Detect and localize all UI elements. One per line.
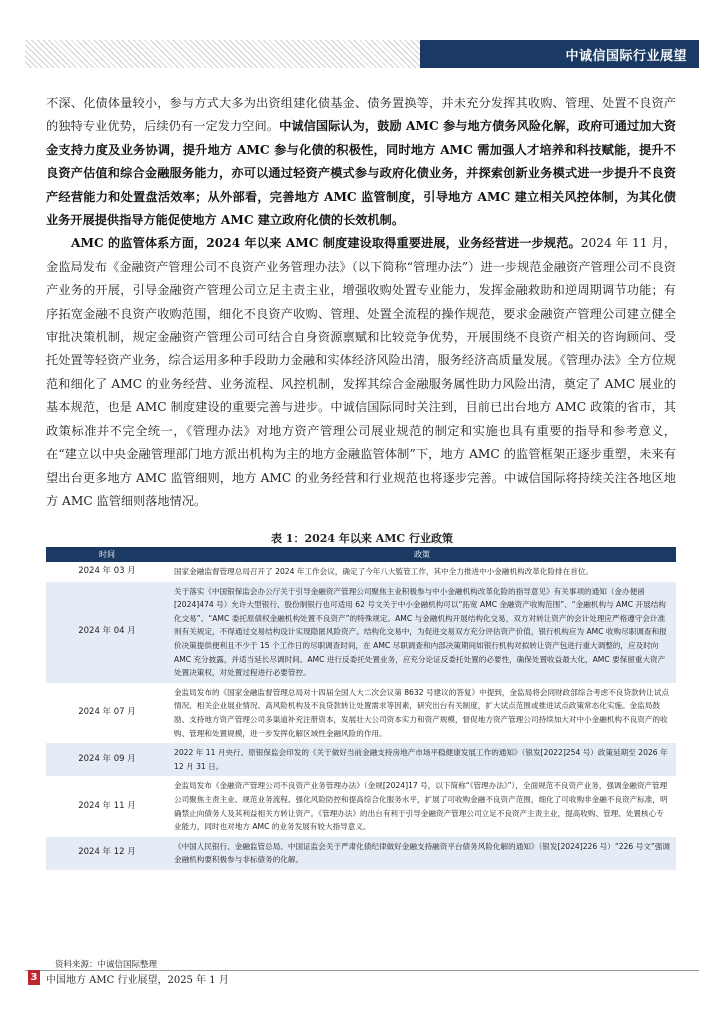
row-date: 2024 年 09 月: [46, 743, 168, 776]
header-pattern: [25, 40, 420, 68]
table-header-row: [46, 547, 676, 562]
paragraph-1-bold: 中诚信国际认为，鼓励 AMC 参与地方债务风险化解，政府可通过加大资金支持力度及业务协调，提升地方 AMC 参与化债的积极性，同时地方 AMC 需加强人才培养和科技赋能，提升不良资产估值和综合金融服务能力，亦可以通过轻资产模式参与政府化债业务，并探索创新业务模式进一步提升不良资产经营能力和处置盘活效率；从外部看，完善地方 AMC 监管制度，引导地方 AMC 建立相关风控体制，为其化债业务开展提供指导方能促使地方 AMC 建立政府化债的长效机制。: [46, 119, 676, 228]
paragraph-1-plain: 不深、化债体量较小，参与方式大多为出资组建化债基金、债务置换等，并未充分发挥其收购、管理、处置不良资产的独特专业优势，后续仍有一定发力空间。: [46, 96, 676, 134]
page-header: [25, 40, 699, 68]
header-title: 中诚信国际行业展望: [565, 49, 687, 64]
body-text: [46, 92, 676, 513]
row-date: 2024 年 04 月: [46, 582, 168, 683]
table-title: 表 1：2024 年以来 AMC 行业政策: [270, 532, 454, 545]
table-row: [46, 776, 676, 836]
table-row: [46, 582, 676, 683]
table-row: [46, 562, 676, 582]
table-row: [46, 837, 676, 870]
header-time: 时间: [46, 547, 168, 562]
header-band: [420, 40, 699, 68]
table-row: [46, 743, 676, 776]
row-date: 2024 年 11 月: [46, 776, 168, 836]
row-date: 2024 年 07 月: [46, 683, 168, 743]
row-date: 2024 年 03 月: [46, 562, 168, 582]
paragraph-1: [46, 92, 676, 232]
row-policy: 国家金融监督管理总局召开了 2024 年工作会议，确定了今年八大監管工作，其中全力推进中小金融机构改革化险排在首位。: [168, 562, 676, 582]
policy-table: [46, 547, 676, 870]
table-row: [46, 683, 676, 743]
paragraph-2-bold: AMC 的监管体系方面，2024 年以来 AMC 制度建设取得重要进展，业务经营进一步规范。: [71, 236, 581, 251]
row-date: 2024 年 12 月: [46, 837, 168, 870]
source-note: 资料来源：中诚信国际整理: [55, 960, 158, 970]
row-policy: 《中国人民银行、金融监管总局、中国证监会关于严肃化债纪律做好金融支持融资平台债务风险化解的通知》（银发[2024]226 号）“226 号文”强调金融机构要积极参与非标债务的化解。: [168, 837, 676, 870]
paragraph-2: [46, 232, 676, 513]
header-policy: 政策: [168, 547, 676, 562]
row-policy: 2022 年 11 月央行、原银保监会印发的《关于做好当前金融支持房地产市场平稳健康发展工作的通知》（银发[2022]254 号）政策延期至 2026 年 12 月 31 日。: [168, 743, 676, 776]
footer-text: 中国地方 AMC 行业展望，2025 年 1 月: [46, 975, 229, 986]
page-number: 3: [28, 970, 40, 985]
paragraph-2-plain: 2024 年 11 月，金监局发布《金融资产管理公司不良资产业务管理办法》（以下简称“管理办法”）进一步规范金融资产管理公司不良资产业务的开展，引导金融资产管理公司立足主责主业，增强收购处置专业能力，发挥金融救助和逆周期调节功能；有序拓宽金融不良资产收购范围，细化不良资产收购、管理、处置全流程的操作规范，要求金融资产管理公司建立健全审批决策机制，规定金融资产管理公司可结合自身资源禀赋和比较竞争优势，开展围绕不良资产相关的咨询顾问、受托处置等轻资产业务，综合运用多种手段助力金融和实体经济风险出清，服务经济高质量发展。《管理办法》全方位规范和细化了 AMC 的业务经营、业务流程、风控机制，发挥其综合金融服务属性助力风险出清，奠定了 AMC 展业的基本规范，也是 AMC 制度建设的重要完善与进步。中诚信国际同时关注到，目前已出台地方 AMC 政策的省市，其政策标准并不完全统一，《管理办法》对地方资产管理公司展业规范的制定和实施也具有重要的指导和参考意义，在“建立以中央金融管理部门地方派出机构为主的地方金融监管体制”下，地方 AMC 的监管框架正逐步重塑，未来有望出台更多地方 AMC 监管细则，地方 AMC 的业务经营和行业规范也将逐步完善。中诚信国际将持续关注各地区地方 AMC 监管细则落地情况。: [46, 236, 676, 508]
row-policy: 金监局发布的《国家金融监督管理总局对十四届全国人大二次会议第 8632 号建议的答复》中提到，金监局将会同财政部综合考虑不良贷款转让试点情况、相关企业展业情况、高风险机构及不良贷款转让处置需求等因素，研究出台有关制度，扩大试点范围或推进试点政策常态化实施。金监局鼓励、支持地方资产管理公司多渠道补充注册资本，发展壮大公司资本实力和资产规模，督促地方资产管理公司持续加大对中小金融机构不良资产的收购、管理和处置规模，进一步发挥化解区域性金融风险的作用。: [168, 683, 676, 743]
row-policy: 金监局发布《金融资产管理公司不良资产业务管理办法》（金规[2024]17 号，以下简称“《管理办法》”），全面规范不良资产业务，强调金融资产管理公司聚焦主责主业、规范业务流程、强化风险防控和提高综合化服务水平，扩展了可收购金融不良资产范围，细化了可收购非金融不良资产标准，明确禁止向债务人及其利益相关方转让资产。《管理办法》的出台有利于引导金融资产管理公司立足不良资产主责主业，提高收购、管理、处置核心专业能力，同时也对地方 AMC 的业务发展有较大指导意义。: [168, 776, 676, 836]
row-policy: 关于落实《中国银保监会办公厅关于引导金融资产管理公司聚焦主业积极参与中小金融机构改革化险的指导意见》有关事项的通知（金办便函[2024]474 号）允许大型银行、股份制银行也可适用 62 号文关于中小金融机构可以“拓宽 AMC 金融资产收购范围”、“金融机构与 AMC 开展结构化交易”、“AMC 委托原债权金融机构处置不良资产”的特殊规定。AMC 与金融机构开展结构化交易，双方对转让资产的会计处理应严格遵守会计准则有关规定，不得通过交易结构设计实现隐匿风险资产。结构化交易中，为促进交易双方充分评估资产价值，银行机构应为 AMC 收购尽职调查和报价决策提供便利且不少于 15 个工作日的尽职调查时间，在 AMC 尽职调查和内部决策期间如银行机构对拟转让资产包进行重大调整的，应及时向 AMC 充分披露，并适当延长尽调时间。AMC 进行反委托处置业务，应充分论证反委托处置的必要性，确保处置收益最大化，AMC 要保留重大资产处置决策权，对处置过程进行必要管控。: [168, 582, 676, 683]
